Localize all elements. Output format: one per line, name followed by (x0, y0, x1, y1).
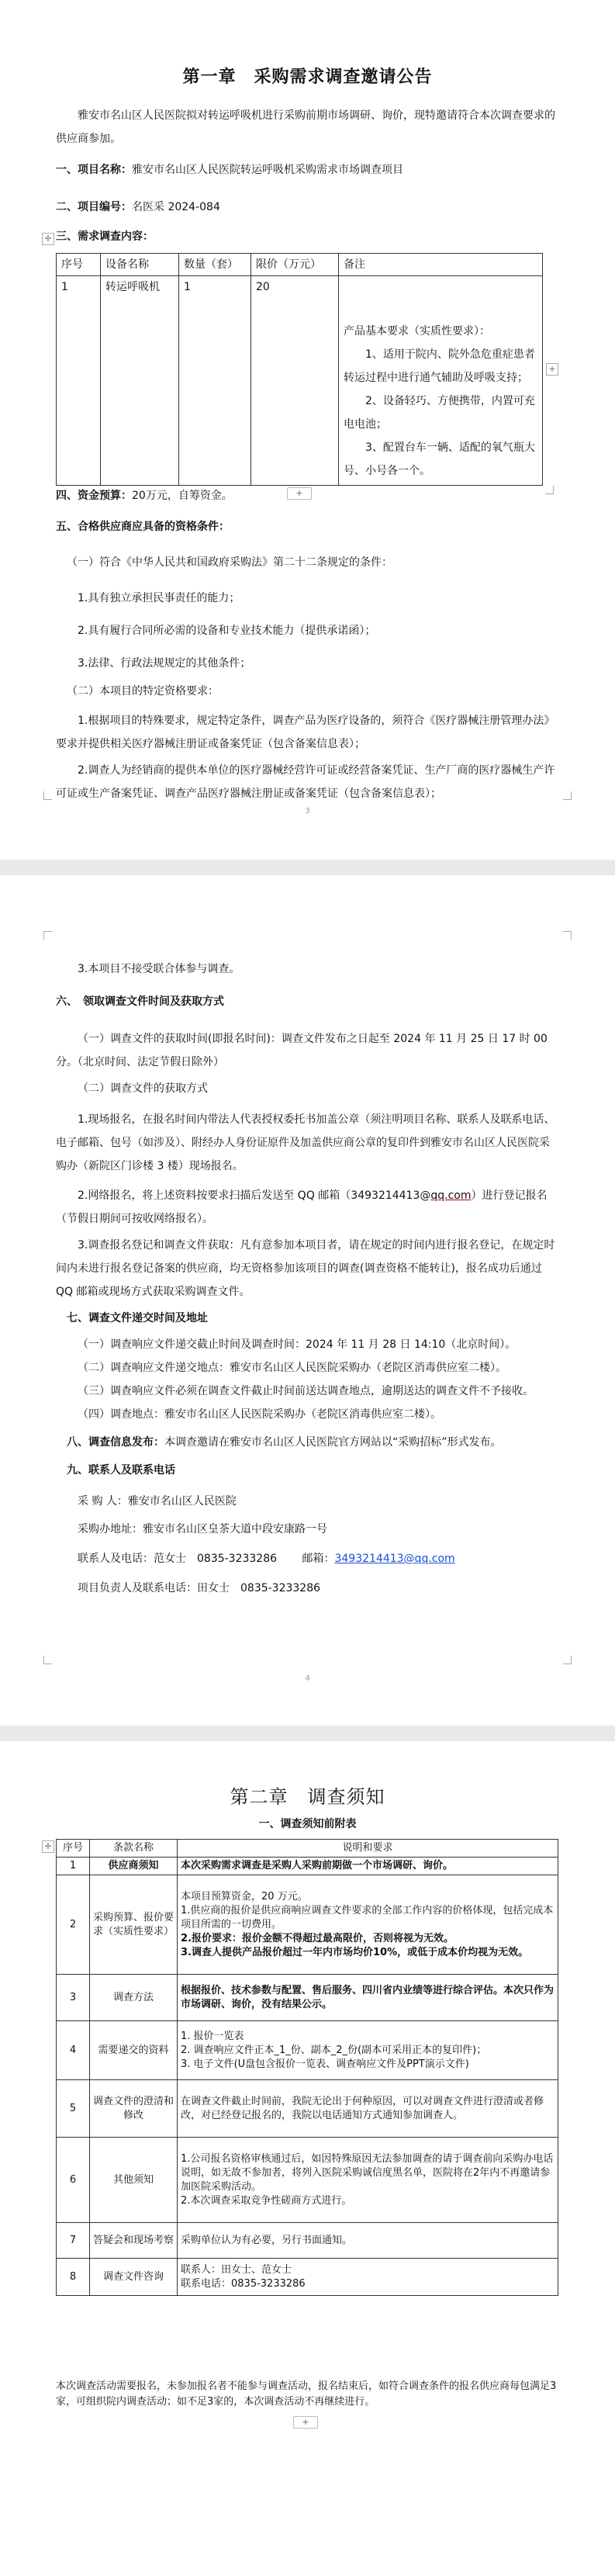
budget-label: 四、资金预算： (56, 490, 132, 502)
table-row (57, 2021, 558, 2080)
section6-register: 3.调查报名登记和调查文件获取：凡有意参加本项目者，请在规定的时间内进行报名登记，在规定时间内未进行报名登记备案的供应商，均无资格参加该项目的调查(调查资格不能转让)，报名成功后通过 QQ 邮箱或现场方式获取采购调查文件。 (56, 1239, 555, 1298)
row-no: 1 (57, 1858, 90, 1875)
qualification-heading: 五、合格供应商应具备的资格条件： (56, 521, 230, 533)
row-desc: 根据报价、技术参数与配置、售后服务、四川省内业绩等进行综合评估。本次只作为市场调研、询价，没有结果公示。 (178, 1975, 558, 2021)
margin-mark (563, 791, 572, 800)
document-page-3 (0, 1741, 615, 2576)
chapter2-title: 第二章 调查须知 (230, 1786, 385, 1808)
desc-line: 本项目预算资金，20 万元。 (181, 1890, 308, 1903)
table-resize-handle[interactable] (545, 486, 554, 494)
row-clause: 需要递交的资料 (90, 2021, 178, 2080)
desc-line: 2. 调查响应文件正本_1_份、副本_2_份(副本可采用正本的复印件)； (181, 2044, 487, 2056)
row-no: 2 (57, 1875, 90, 1975)
margin-mark (43, 931, 52, 940)
demand-section-heading: 三、需求调查内容： (56, 230, 154, 243)
row-no: 7 (57, 2223, 90, 2259)
row-clause: 答疑会和现场考察 (90, 2223, 178, 2259)
col-header-clause: 条款名称 (90, 1840, 178, 1858)
section7-item1: （一）调查响应文件递交截止时间及调查时间：2024 年 11 月 28 日 14:10（北京时间）。 (78, 1338, 517, 1351)
section8-line (67, 1434, 502, 1451)
col-header-no: 序号 (57, 1840, 90, 1858)
section9-heading: 九、联系人及联系电话 (67, 1464, 175, 1477)
col-header-price: 限价（万元） (251, 254, 339, 276)
row-desc (178, 2021, 558, 2080)
project-no-line (56, 199, 220, 216)
budget-line (56, 487, 233, 504)
section6-onsite: 1.现场报名，在报名时间内带法人代表授权委托书加盖公章（须注明项目名称、联系人及联系电话、电子邮箱、包号（如涉及）、附经办人身份证原件及加盖供应商公章的复印件到雅安市名山区人民医院采购办（新院区门诊楼 3 楼）现场报名。 (56, 1113, 555, 1172)
qualification-cond1-2: 2.具有履行合同所必需的设备和专业技术能力（提供承诺函）； (78, 625, 376, 637)
row-desc: 在调查文件截止时间前，我院无论出于何种原因，可以对调查文件进行澄清或者修改，对已经登记报名的，我院以电话通知方式通知参加调查人。 (178, 2080, 558, 2138)
cell-note (339, 276, 543, 486)
notice-table (56, 1839, 558, 2296)
desc-line: 联系人：田女士、范女士 (181, 2263, 292, 2276)
table-header-row (57, 254, 543, 276)
project-no-value: 名医采 2024-084 (132, 201, 220, 213)
note-line: 3、配置台车一辆、适配的氧气瓶大号、小号各一个。 (344, 441, 535, 477)
project-name-value: 雅安市名山区人民医院转运呼吸机采购需求市场调查项目 (132, 164, 403, 176)
qualification-cond2-1: 1.根据项目的特殊要求，规定特定条件，调查产品为医疗设备的，须符合《医疗器械注册管理办法》要求并提供相关医疗器械注册证或备案凭证（包含备案信息表）； (56, 715, 555, 750)
row-desc: 采购单位认为有必要，另行书面通知。 (178, 2223, 558, 2259)
add-column-icon[interactable]: + (546, 363, 558, 376)
desc-line: 3. 电子文件(U盘包含报价一览表、调查响应文件及PPT演示文件) (181, 2058, 469, 2070)
table-row (57, 2138, 558, 2223)
qualification-cond1: （一）符合《中华人民共和国政府采购法》第二十二条规定的条件： (67, 556, 392, 569)
table-header-row (57, 1840, 558, 1858)
row-clause: 其他须知 (90, 2138, 178, 2223)
section7-heading: 七、调查文件递交时间及地址 (67, 1312, 208, 1324)
section7-item3: （三）调查响应文件必须在调查文件截止时间前送达调查地点，逾期送达的调查文件不予接收。 (78, 1385, 534, 1397)
table-row (57, 2223, 558, 2259)
footer-note: 本次调查活动需要报名，未参加报名者不能参与调查活动，报名结束后，如符合调查条件的报名供应商每包满足3家，可组织院内调查活动；如不足3家的，本次调查活动不再继续进行。 (56, 2380, 557, 2408)
section8-value: 本调查邀请在雅安市名山区人民医院官方网站以“采购招标”形式发布。 (164, 1436, 502, 1449)
page-number: 4 (305, 1674, 310, 1683)
project-name-line (56, 161, 403, 178)
cell-qty: 1 (179, 276, 251, 486)
add-row-button[interactable]: + (287, 487, 312, 500)
desc-line: 3.调查人提供产品报价超过一年内市场均价10%，或低于成本价均视为无效。 (181, 1946, 529, 1958)
col-header-name: 设备名称 (101, 254, 179, 276)
row-clause: 供应商须知 (90, 1858, 178, 1875)
section7-item4: （四）调查地点：雅安市名山区人民医院采购办（老院区消毒供应室二楼）。 (78, 1408, 441, 1421)
col-header-desc: 说明和要求 (178, 1840, 558, 1858)
qualification-cond1-3: 3.法律、行政法规规定的其他条件； (78, 657, 251, 670)
contact-email-link[interactable]: 3493214413@qq.com (334, 1553, 455, 1565)
project-name-label: 一、项目名称： (56, 164, 132, 176)
online-text-a: 2.网络报名，将上述资料按要求扫描后发送至 QQ 邮箱（3493214413@ (78, 1189, 431, 1202)
row-no: 6 (57, 2138, 90, 2223)
table-row (57, 2080, 558, 2138)
contact-text: 联系人及电话：范女士 0835-3233286 邮箱： (78, 1553, 335, 1565)
desc-line: 联系电话：0835-3233286 (181, 2277, 306, 2290)
margin-mark (563, 1656, 572, 1664)
table-row (57, 2259, 558, 2296)
office-address: 采购办地址：雅安市名山区皇茶大道中段安康路一号 (78, 1523, 327, 1536)
section6-method-heading: （二）调查文件的获取方式 (78, 1082, 208, 1095)
note-line: 1、适用于院内、院外急危重症患者转运过程中进行通气辅助及呼吸支持； (344, 348, 535, 384)
row-desc (178, 2138, 558, 2223)
section6-heading: 六、 领取调查文件时间及获取方式 (56, 995, 224, 1008)
desc-line: 1.公司报名资格审核通过后，如因特殊原因无法参加调查的请于调查前向采购办电话说明，如无故不参加者，将列入医院采购诚信度黑名单，医院将在2年内不再邀请参加医院采购活动。 (181, 2152, 554, 2193)
desc-line: 1.供应商的报价是供应商响应调查文件要求的全部工作内容的价格体现，包括完成本项目所需的一切费用。 (181, 1904, 554, 1930)
table-move-handle-icon[interactable]: ✛ (42, 1840, 54, 1853)
row-desc (178, 1875, 558, 1975)
qualification-cond2-2: 2.调查人为经销商的提供本单位的医疗器械经营许可证或经营备案凭证、生产厂商的医疗器械生产许可证或生产备案凭证、调查产品医疗器械注册证或备案凭证（包含备案信息表）； (56, 764, 555, 800)
row-clause: 调查方法 (90, 1975, 178, 2021)
row-no: 5 (57, 2080, 90, 2138)
row-clause: 采购预算、报价要求（实质性要求） (90, 1875, 178, 1975)
col-header-no: 序号 (57, 254, 101, 276)
cell-no: 1 (57, 276, 101, 486)
row-desc (178, 2259, 558, 2296)
margin-mark (43, 791, 52, 800)
row-desc: 本次采购需求调查是采购人采购前期做一个市场调研、询价。 (178, 1858, 558, 1875)
margin-mark (563, 931, 572, 940)
online-email-domain: qq.com (430, 1189, 472, 1202)
section6-time: （一）调查文件的获取时间(即报名时间)：调查文件发布之日起至 2024 年 11 月 25 日 17 时 00 分。（北京时间、法定节假日除外） (56, 1033, 548, 1068)
table-row (57, 1875, 558, 1975)
cell-price: 20 (251, 276, 339, 486)
table-row (57, 276, 543, 486)
row-clause: 调查文件的澄清和修改 (90, 2080, 178, 2138)
buyer-line: 采 购 人：雅安市名山区人民医院 (78, 1495, 237, 1508)
page-number: 3 (305, 807, 310, 815)
table-row (57, 1858, 558, 1875)
qualification-cond2-3: 3.本项目不接受联合体参与调查。 (78, 963, 240, 975)
intro-paragraph: 雅安市名山区人民医院拟对转运呼吸机进行采购前期市场调研、询价，现特邀请符合本次调查要求的供应商参加。 (56, 109, 555, 145)
section8-label: 八、调查信息发布： (67, 1436, 164, 1449)
chapter-title: 第一章 采购需求调查邀请公告 (182, 67, 433, 87)
row-no: 8 (57, 2259, 90, 2296)
section7-item2: （二）调查响应文件递交地点：雅安市名山区人民医院采购办（老院区消毒供应室二楼）。 (78, 1362, 506, 1374)
row-no: 3 (57, 1975, 90, 2021)
note-line: 2、设备轻巧、方便携带，内置可充电电池； (344, 395, 535, 431)
section6-online (56, 1184, 560, 1231)
qualification-cond2: （二）本项目的特定资格要求： (67, 685, 219, 698)
table-title: 一、调查须知前附表 (258, 1818, 357, 1830)
desc-line: 2.本次调查采取竞争性磋商方式进行。 (181, 2194, 352, 2207)
online-text-c: ）进行登记报名（节假日期间可按收网络报名）。 (56, 1189, 548, 1225)
desc-line: 1. 报价一览表 (181, 2030, 244, 2042)
row-no: 4 (57, 2021, 90, 2080)
document-page-1 (0, 0, 615, 860)
project-manager-line: 项目负责人及联系电话：田女士 0835-3233286 (78, 1582, 321, 1594)
table-move-handle-icon[interactable]: ✛ (42, 233, 54, 245)
add-row-button[interactable]: + (293, 2416, 318, 2429)
table-row (57, 1975, 558, 2021)
contact-line (78, 1550, 455, 1567)
budget-value: 20万元，自筹资金。 (132, 490, 233, 502)
cell-name: 转运呼吸机 (101, 276, 179, 486)
demand-table (56, 253, 543, 486)
col-header-qty: 数量（套） (179, 254, 251, 276)
col-header-note: 备注 (339, 254, 543, 276)
project-no-label: 二、项目编号： (56, 201, 132, 213)
document-page-2 (0, 875, 615, 1726)
margin-mark (43, 1656, 52, 1664)
note-line: 产品基本要求（实质性要求）： (344, 325, 490, 338)
desc-line: 2.报价要求：报价金额不得超过最高限价，否则将视为无效。 (181, 1932, 454, 1944)
qualification-cond1-1: 1.具有独立承担民事责任的能力； (78, 592, 240, 604)
row-clause: 调查文件咨询 (90, 2259, 178, 2296)
